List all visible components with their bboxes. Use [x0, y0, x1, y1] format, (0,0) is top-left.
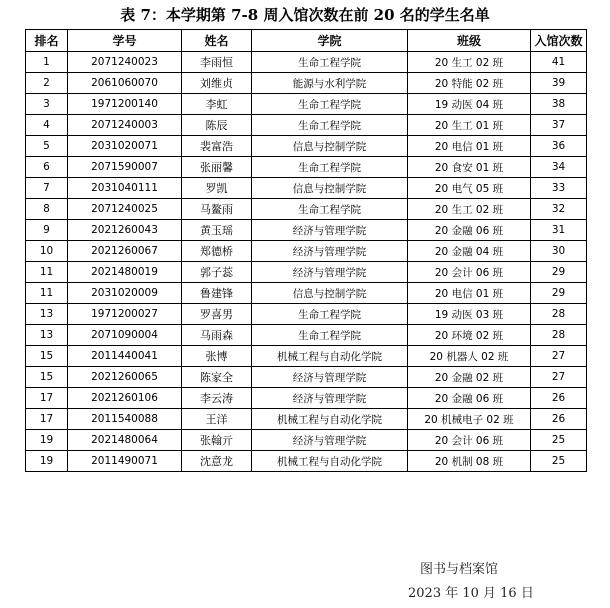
cell-college: 生命工程学院: [252, 52, 408, 73]
cell-name: 张博: [182, 346, 252, 367]
cell-college: 经济与管理学院: [252, 430, 408, 451]
cell-rank: 11: [26, 283, 68, 304]
table-row: [26, 157, 587, 178]
cell-name: 陈辰: [182, 115, 252, 136]
cell-visits: 28: [531, 304, 587, 325]
cell-name: 沈意龙: [182, 451, 252, 472]
cell-college: 生命工程学院: [252, 304, 408, 325]
table-row: [26, 262, 587, 283]
cell-student-id: 2021480064: [68, 430, 182, 451]
cell-visits: 29: [531, 283, 587, 304]
cell-class: 19 动医 04 班: [408, 94, 531, 115]
cell-rank: 8: [26, 199, 68, 220]
table-row: [26, 73, 587, 94]
cell-visits: 32: [531, 199, 587, 220]
cell-rank: 3: [26, 94, 68, 115]
cell-college: 信息与控制学院: [252, 283, 408, 304]
cell-class: 20 食安 01 班: [408, 157, 531, 178]
document-title: 表 7：本学期第 7-8 周入馆次数在前 20 名的学生名单: [120, 6, 490, 24]
cell-rank: 1: [26, 52, 68, 73]
cell-student-id: 2071240025: [68, 199, 182, 220]
header-student-id: 学号: [68, 30, 182, 52]
issuer-name: 图书与档案馆: [420, 562, 499, 577]
cell-class: 20 会计 06 班: [408, 262, 531, 283]
cell-rank: 19: [26, 451, 68, 472]
cell-class: 20 金融 06 班: [408, 388, 531, 409]
cell-visits: 26: [531, 388, 587, 409]
header-name: 姓名: [182, 30, 252, 52]
cell-visits: 31: [531, 220, 587, 241]
cell-rank: 13: [26, 325, 68, 346]
cell-student-id: 2011440041: [68, 346, 182, 367]
cell-visits: 27: [531, 367, 587, 388]
cell-rank: 17: [26, 409, 68, 430]
cell-visits: 39: [531, 73, 587, 94]
cell-rank: 9: [26, 220, 68, 241]
cell-rank: 13: [26, 304, 68, 325]
cell-student-id: 2021260067: [68, 241, 182, 262]
table-row: [26, 220, 587, 241]
cell-visits: 38: [531, 94, 587, 115]
table-row: [26, 430, 587, 451]
table-row: [26, 199, 587, 220]
cell-student-id: 1971200140: [68, 94, 182, 115]
header-visits: 入馆次数: [531, 30, 587, 52]
cell-visits: 28: [531, 325, 587, 346]
cell-college: 生命工程学院: [252, 115, 408, 136]
cell-visits: 37: [531, 115, 587, 136]
table-row: [26, 346, 587, 367]
cell-class: 20 会计 06 班: [408, 430, 531, 451]
cell-college: 机械工程与自动化学院: [252, 451, 408, 472]
table-row: [26, 304, 587, 325]
table-row: [26, 241, 587, 262]
cell-rank: 6: [26, 157, 68, 178]
cell-visits: 34: [531, 157, 587, 178]
cell-visits: 27: [531, 346, 587, 367]
table-row: [26, 136, 587, 157]
cell-rank: 4: [26, 115, 68, 136]
cell-student-id: 2071240003: [68, 115, 182, 136]
ranking-table: [25, 29, 587, 472]
cell-college: 经济与管理学院: [252, 262, 408, 283]
cell-class: 20 机器人 02 班: [408, 346, 531, 367]
cell-rank: 19: [26, 430, 68, 451]
cell-student-id: 2061060070: [68, 73, 182, 94]
cell-class: 20 电气 05 班: [408, 178, 531, 199]
cell-visits: 33: [531, 178, 587, 199]
cell-class: 20 金融 06 班: [408, 220, 531, 241]
table-row: [26, 283, 587, 304]
cell-name: 罗喜男: [182, 304, 252, 325]
cell-student-id: 1971200027: [68, 304, 182, 325]
cell-name: 王洋: [182, 409, 252, 430]
cell-college: 能源与水利学院: [252, 73, 408, 94]
header-rank: 排名: [26, 30, 68, 52]
cell-class: 20 机制 08 班: [408, 451, 531, 472]
cell-student-id: 2011490071: [68, 451, 182, 472]
cell-class: 20 生工 02 班: [408, 52, 531, 73]
cell-college: 信息与控制学院: [252, 178, 408, 199]
table-row: [26, 94, 587, 115]
cell-class: 20 生工 02 班: [408, 199, 531, 220]
cell-visits: 41: [531, 52, 587, 73]
cell-name: 李虹: [182, 94, 252, 115]
cell-college: 经济与管理学院: [252, 367, 408, 388]
cell-class: 20 环境 02 班: [408, 325, 531, 346]
cell-class: 20 电信 01 班: [408, 283, 531, 304]
cell-name: 马鳌雨: [182, 199, 252, 220]
cell-student-id: 2011540088: [68, 409, 182, 430]
cell-class: 19 动医 03 班: [408, 304, 531, 325]
cell-student-id: 2021260065: [68, 367, 182, 388]
cell-visits: 26: [531, 409, 587, 430]
cell-rank: 10: [26, 241, 68, 262]
cell-student-id: 2021260106: [68, 388, 182, 409]
cell-student-id: 2031020009: [68, 283, 182, 304]
cell-visits: 25: [531, 430, 587, 451]
table-row: [26, 115, 587, 136]
cell-class: 20 金融 04 班: [408, 241, 531, 262]
cell-visits: 29: [531, 262, 587, 283]
cell-name: 陈家全: [182, 367, 252, 388]
cell-college: 生命工程学院: [252, 157, 408, 178]
cell-name: 郑德桥: [182, 241, 252, 262]
header-college: 学院: [252, 30, 408, 52]
cell-rank: 5: [26, 136, 68, 157]
cell-name: 裴富浩: [182, 136, 252, 157]
cell-class: 20 金融 02 班: [408, 367, 531, 388]
table-row: [26, 52, 587, 73]
cell-student-id: 2071590007: [68, 157, 182, 178]
cell-name: 张翰亓: [182, 430, 252, 451]
cell-student-id: 2071240023: [68, 52, 182, 73]
table-row: [26, 388, 587, 409]
cell-rank: 7: [26, 178, 68, 199]
table-body: [26, 52, 587, 472]
cell-rank: 17: [26, 388, 68, 409]
cell-college: 机械工程与自动化学院: [252, 346, 408, 367]
cell-visits: 36: [531, 136, 587, 157]
cell-rank: 15: [26, 346, 68, 367]
cell-college: 经济与管理学院: [252, 241, 408, 262]
cell-rank: 2: [26, 73, 68, 94]
cell-class: 20 机械电子 02 班: [408, 409, 531, 430]
cell-rank: 15: [26, 367, 68, 388]
cell-college: 信息与控制学院: [252, 136, 408, 157]
cell-name: 刘维贞: [182, 73, 252, 94]
cell-college: 机械工程与自动化学院: [252, 409, 408, 430]
cell-name: 张丽馨: [182, 157, 252, 178]
table-row: [26, 409, 587, 430]
cell-college: 生命工程学院: [252, 199, 408, 220]
cell-student-id: 2031040111: [68, 178, 182, 199]
cell-name: 马雨森: [182, 325, 252, 346]
cell-class: 20 生工 01 班: [408, 115, 531, 136]
cell-student-id: 2031020071: [68, 136, 182, 157]
issue-date: 2023 年 10 月 16 日: [408, 586, 534, 601]
table-row: [26, 178, 587, 199]
cell-name: 郭子蕊: [182, 262, 252, 283]
cell-college: 经济与管理学院: [252, 388, 408, 409]
cell-visits: 25: [531, 451, 587, 472]
cell-name: 李云涛: [182, 388, 252, 409]
cell-name: 罗凯: [182, 178, 252, 199]
cell-name: 李雨恒: [182, 52, 252, 73]
cell-visits: 30: [531, 241, 587, 262]
cell-name: 鲁建锋: [182, 283, 252, 304]
table-row: [26, 451, 587, 472]
table-row: [26, 325, 587, 346]
cell-rank: 11: [26, 262, 68, 283]
cell-student-id: 2021480019: [68, 262, 182, 283]
cell-college: 生命工程学院: [252, 94, 408, 115]
cell-student-id: 2071090004: [68, 325, 182, 346]
cell-college: 经济与管理学院: [252, 220, 408, 241]
cell-name: 黄玉瑶: [182, 220, 252, 241]
cell-student-id: 2021260043: [68, 220, 182, 241]
cell-class: 20 特能 02 班: [408, 73, 531, 94]
table-row: [26, 367, 587, 388]
cell-class: 20 电信 01 班: [408, 136, 531, 157]
header-class: 班级: [408, 30, 531, 52]
table-header-row: [26, 30, 587, 52]
cell-college: 生命工程学院: [252, 325, 408, 346]
